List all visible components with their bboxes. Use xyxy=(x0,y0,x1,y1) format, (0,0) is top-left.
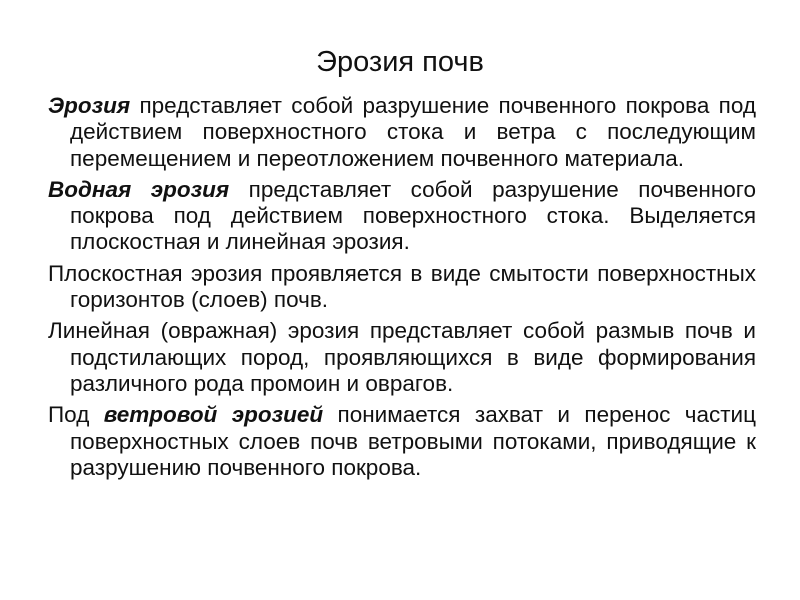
paragraph-pre: Линейная (овражная) эрозия представляет собой размыв почв и подстилающих пород, проявляющихся в виде формирования различного рода промоин и оврагов. xyxy=(48,318,756,396)
paragraph-post: понимается захват и перенос частиц поверхностных слоев почв ветровыми потоками, приводящие к разрушению почвенного покрова. xyxy=(70,402,756,480)
slide-title: Эрозия почв xyxy=(316,46,484,78)
paragraph-post: представляет собой разрушение почвенного покрова под действием поверхностного стока и ветра с последующим перемещением и переотложением почвенного материала. xyxy=(70,93,756,171)
paragraph-post: представляет собой разрушение почвенного покрова под действием поверхностного стока. Выделяется плоскостная и линейная эрозия. xyxy=(70,176,757,255)
slide-body xyxy=(48,93,756,486)
term-erosion: Эрозия xyxy=(48,93,131,118)
term-water-erosion: Водная эрозия xyxy=(48,176,230,202)
paragraph-water-erosion xyxy=(48,177,756,256)
paragraph-pre: Плоскостная эрозия проявляется в виде смытости поверхностных горизонтов (слоев) почв. xyxy=(48,260,756,313)
term-wind-erosion: ветровой эрозией xyxy=(103,402,324,428)
paragraph-pre: Под xyxy=(48,402,104,428)
paragraph-sheet-erosion xyxy=(48,261,756,314)
paragraph-erosion-definition xyxy=(48,93,756,172)
paragraph-gully-erosion xyxy=(48,318,756,397)
paragraph-wind-erosion xyxy=(48,402,756,481)
